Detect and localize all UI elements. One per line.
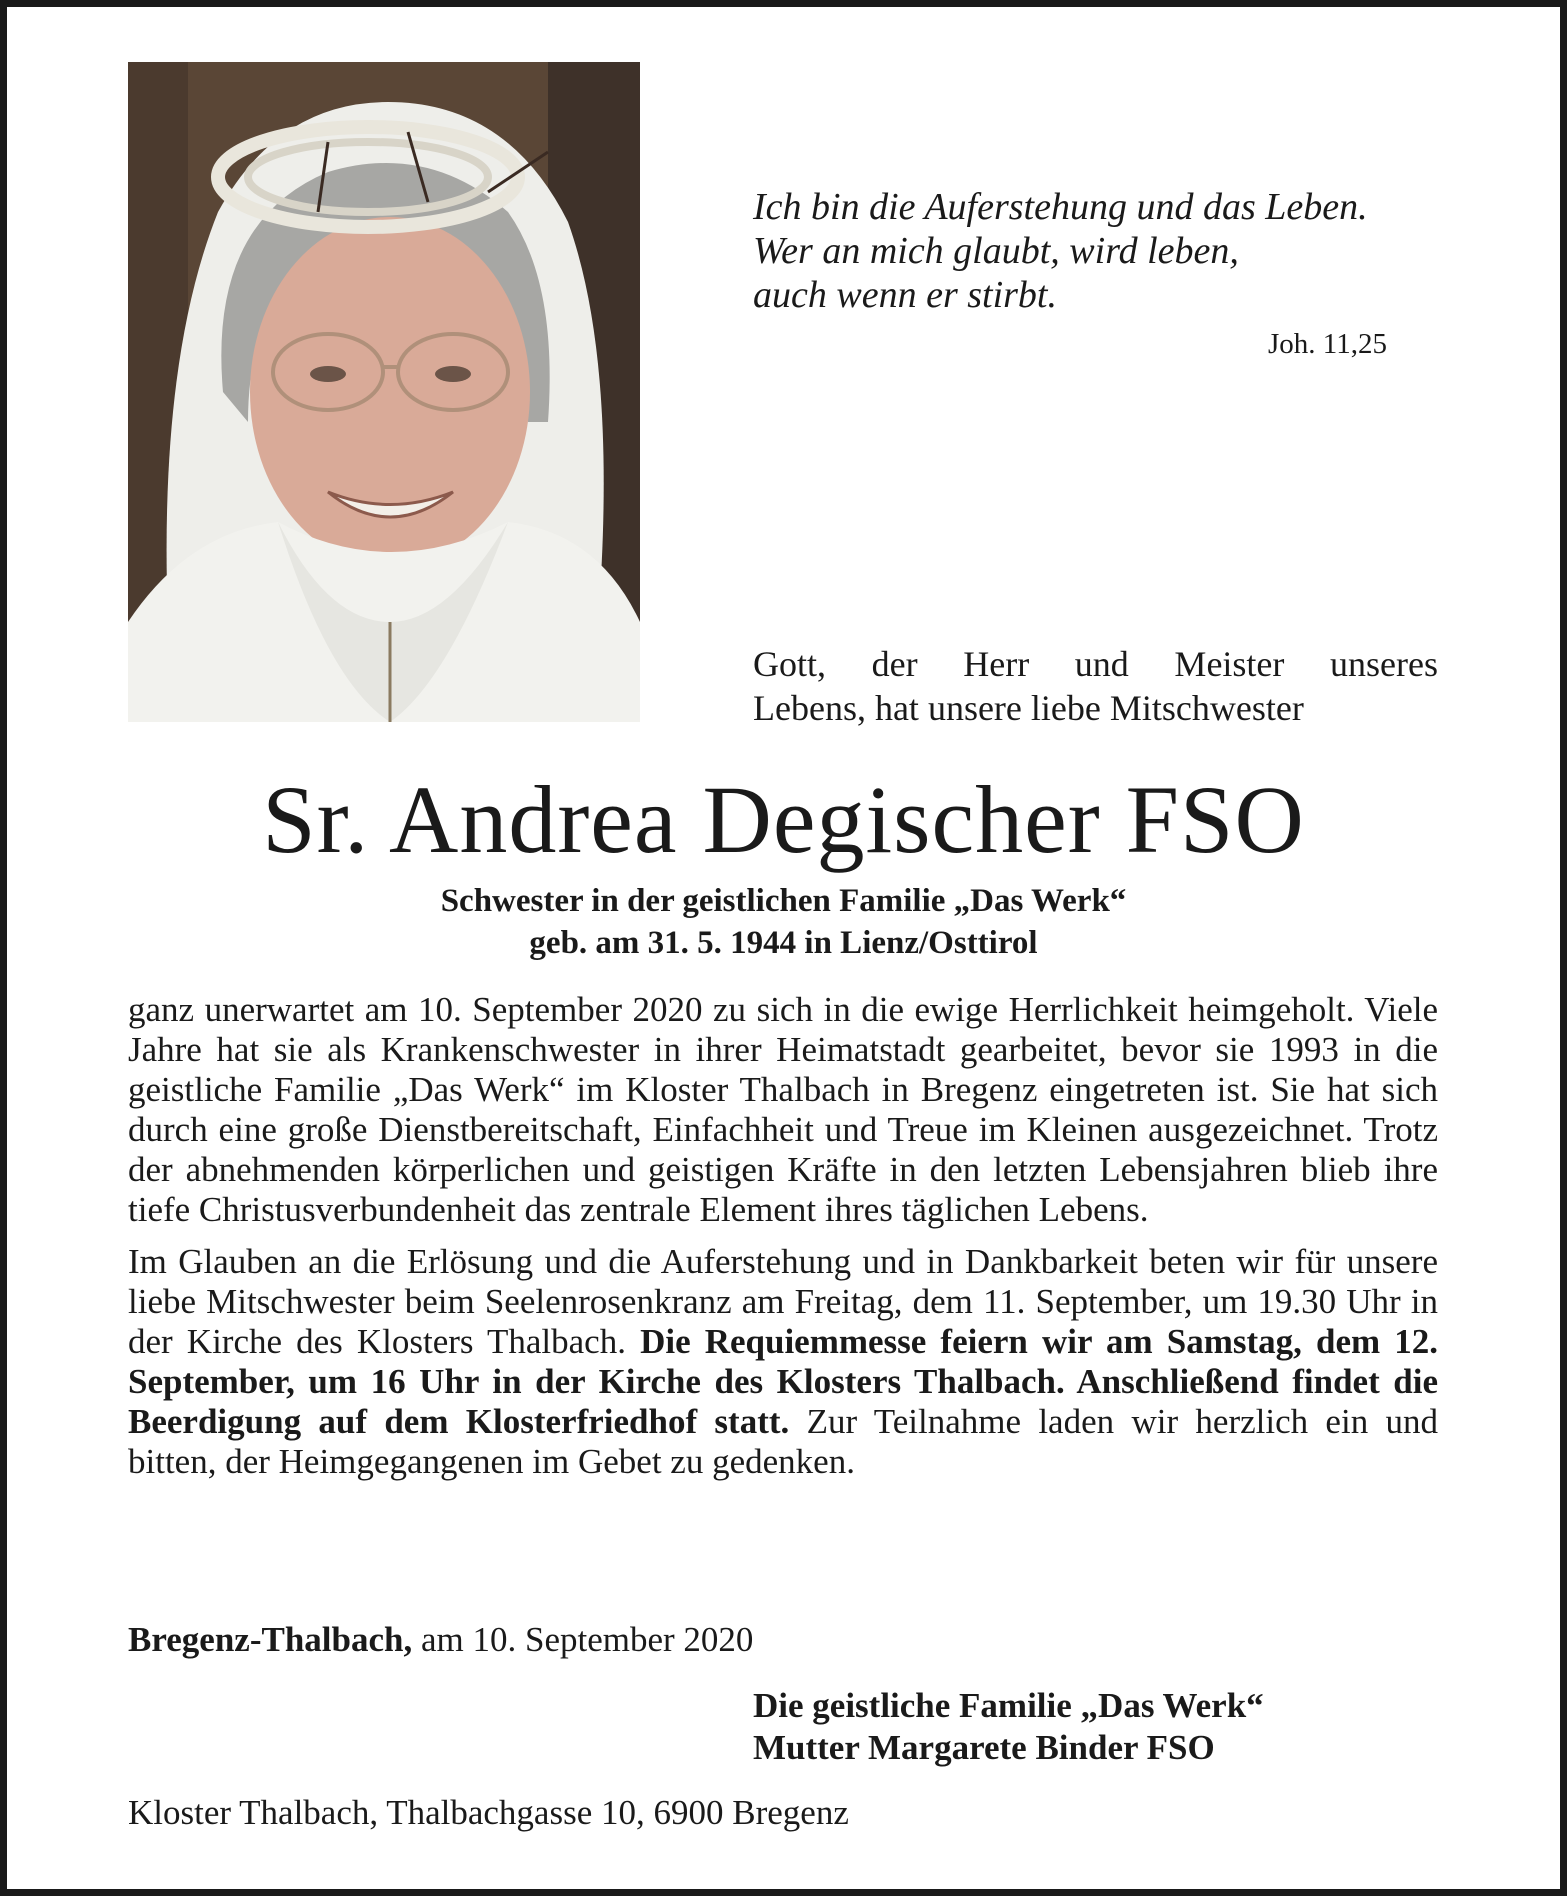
signature [753, 1685, 1264, 1769]
subtitle-line: geb. am 31. 5. 1944 in Lienz/Osttirol [529, 925, 1038, 961]
place-city: Bregenz-Thalbach, [128, 1620, 413, 1659]
address: Kloster Thalbach, Thalbachgasse 10, 6900 Bregenz [128, 1793, 849, 1832]
paragraph-2-end: Zur Teilnahme laden wir herzlich ein und bitten, der Heimgegangenen im Gebet zu gedenken. [128, 1402, 1439, 1481]
intro-text [753, 642, 1438, 730]
signature-line: Die geistliche Familie „Das Werk“ [753, 1686, 1264, 1725]
bible-quote [753, 185, 1453, 317]
intro-line: Lebens, hat unsere liebe Mitschwester [753, 688, 1304, 728]
paragraph-1: ganz unerwartet am 10. September 2020 zu sich in die ewige Herrlichkeit heimgeholt. Viele Jahre hat sie als Krankenschwester in ihrer Heimatstadt gearbeitet, bevor sie 1993 in die geistliche Familie „Das Werk“ im Kloster Thalbach in Bregenz eingetreten ist. Sie hat sich durch eine große Dienstbereitschaft, Einfachheit und Treue im Kleinen ausgezeichnet. Trotz der abnehmenden körperlichen und geistigen Kräfte in den letzten Lebensjahren blieb ihre tiefe Christusverbundenheit das zentrale Element ihres täglichen Lebens. [128, 990, 1438, 1229]
quote-line: Ich bin die Auferstehung und das Leben. [753, 186, 1368, 228]
place-date [128, 1620, 753, 1660]
paragraph-2-start: Im Glauben an die Erlösung und die Auferstehung und in Dankbarkeit beten wir für unsere liebe Mitschwester beim Seelenrosenkranz am Freitag, dem 11. September, um 19.30 Uhr in der Kirche des Klosters Thalbach. [128, 1242, 1438, 1361]
quote-source: Joh. 11,25 [1268, 328, 1387, 360]
quote-line: auch wenn er stirbt. [753, 274, 1057, 316]
signature-line: Mutter Margarete Binder FSO [753, 1728, 1215, 1767]
subtitle [0, 880, 1567, 964]
deceased-name: Sr. Andrea Degischer FSO [262, 766, 1305, 873]
paragraph-2 [128, 1242, 1438, 1482]
obituary-body [128, 990, 1438, 1494]
paragraph-2-bold: Die Requiemmesse feiern wir am Samstag, dem 12. September, um 16 Uhr in der Kirche des Klosters Thalbach. Anschließend findet die Beerdigung auf dem Klosterfriedhof statt. [128, 1322, 1439, 1441]
place-date-text: am 10. September 2020 [420, 1620, 754, 1659]
portrait-photo [128, 62, 640, 722]
quote-line: Wer an mich glaubt, wird leben, [753, 230, 1239, 272]
subtitle-line: Schwester in der geistlichen Familie „Das Werk“ [440, 883, 1127, 919]
intro-line: Gott, der Herr und Meister unseres [753, 644, 1438, 684]
